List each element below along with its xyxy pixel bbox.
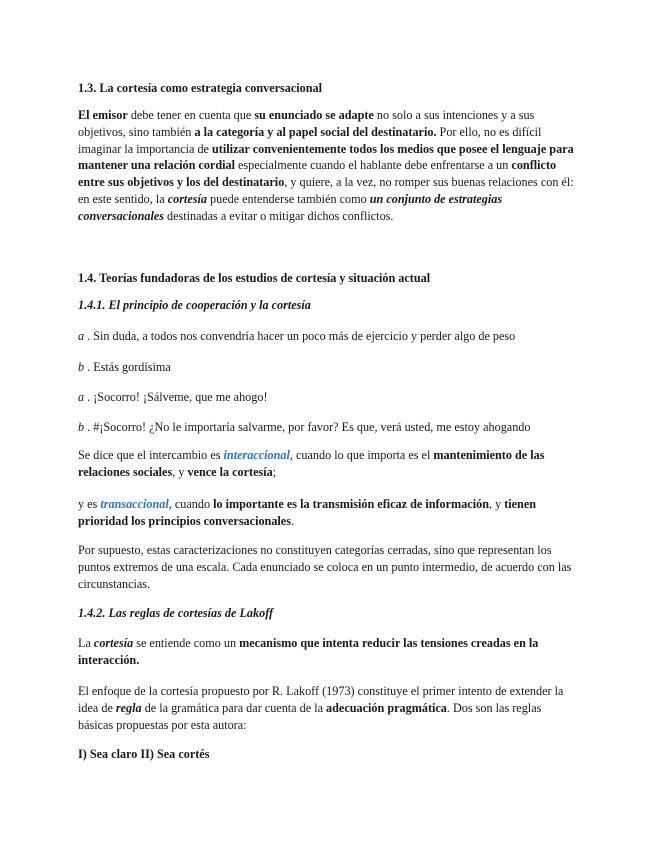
text-run: Se dice que el intercambio es xyxy=(78,448,224,462)
paragraph-emisor xyxy=(78,107,578,225)
emphasis-text: adecuación pragmática xyxy=(326,700,447,715)
example-label: a xyxy=(78,390,85,404)
highlight-term: transaccional xyxy=(100,497,169,511)
text-run: Por supuesto, estas caracterizaciones no constituyen categorías cerradas, sino que representan los puntos extremos de una escala. Cada enunciado se coloca en un punto intermedio, de acuerdo con las circunstancias. xyxy=(78,543,572,591)
text-run: , cuando xyxy=(168,497,214,511)
subheading-1-4-1: 1.4.1. El principio de cooperación y la cortesía xyxy=(78,298,311,312)
emphasis-text: mantenimiento de las relaciones sociales xyxy=(78,448,545,479)
text-run: Por ello, no es difícil imaginar la importancia de xyxy=(78,124,542,156)
highlight-term: interaccional xyxy=(223,448,290,462)
example-3 xyxy=(78,389,578,406)
text-run: . Dos son las reglas básicas propuestas por esta autora: xyxy=(78,700,542,732)
example-label: b xyxy=(78,360,85,374)
example-4 xyxy=(78,419,578,436)
emphasis-text: cortesía xyxy=(93,636,134,650)
text-run: , cuando lo que importa es el xyxy=(289,448,434,462)
example-text: . Sin duda, a todos nos convendría hacer un poco más de ejercicio y perder algo de peso xyxy=(84,329,516,343)
emphasis-text: su enunciado se adapte xyxy=(254,108,374,122)
emphasis-text: un conjunto de estrategias conversacionales xyxy=(78,191,503,223)
example-label: a xyxy=(78,329,85,343)
emphasis-text: vence la cortesía xyxy=(187,464,273,479)
text-run: no solo a sus intenciones y a sus objetivos, sino también xyxy=(78,108,535,139)
example-2 xyxy=(78,359,578,376)
text-run: puede entenderse también como xyxy=(206,191,370,206)
emphasis-text: lo importante es la transmisión eficaz de información xyxy=(213,497,489,511)
rules-line: I) Sea claro II) Sea cortés xyxy=(78,747,210,761)
paragraph-mecanismo xyxy=(78,635,578,669)
text-run: La xyxy=(78,636,94,650)
text-run: se entiende como un xyxy=(133,636,240,650)
example-text: . Estás gordísima xyxy=(84,360,171,374)
text-run: , y xyxy=(488,497,505,511)
text-run: de la gramática para dar cuenta de la xyxy=(141,700,327,715)
example-text: . ¡Socorro! ¡Sálveme, que me ahogo! xyxy=(84,390,268,404)
subheading-1-4-2: 1.4.2. Las reglas de cortesías de Lakoff xyxy=(78,606,274,620)
paragraph-lakoff xyxy=(78,683,578,733)
text-run: . xyxy=(290,513,295,528)
text-run: debe tener en cuenta que xyxy=(127,108,255,122)
text-run: , y quiere, a la vez, no romper sus buenas relaciones con él: en este sentido, la xyxy=(78,175,574,206)
heading-1-3: 1.3. La cortesía como estrategia conversacional xyxy=(78,81,323,95)
example-text: . #¡Socorro! ¿No le importaría salvarme, por favor? Es que, verá usted, me estoy ahogando xyxy=(84,420,531,434)
emphasis-text: cortesía xyxy=(167,191,207,206)
text-run: destinadas a evitar o mitigar dichos conflictos. xyxy=(163,208,394,223)
example-1 xyxy=(78,328,578,345)
emphasis-text: tienen prioridad los principios conversacionales xyxy=(78,497,537,528)
paragraph-escala xyxy=(78,542,578,592)
emphasis-text: El emisor xyxy=(78,108,128,122)
heading-1-4: 1.4. Teorías fundadoras de los estudios de cortesía y situación actual xyxy=(78,271,431,285)
paragraph-transaccional xyxy=(78,496,578,530)
text-run: y es xyxy=(78,497,101,511)
text-run: , y xyxy=(172,464,188,479)
emphasis-text: a la categoría y al papel social del destinatario. xyxy=(194,124,437,139)
emphasis-text: regla xyxy=(115,700,142,715)
text-run: ; xyxy=(272,464,277,479)
paragraph-interaccional xyxy=(78,447,578,481)
text-run: El enfoque de la cortesía propuesto por R. Lakoff (1973) constituye el primer intento de extender la idea de xyxy=(78,684,564,715)
text-run: especialmente cuando el hablante debe enfrentarse a un xyxy=(234,158,512,173)
emphasis-text: utilizar convenientemente todos los medios que posee el lenguaje para mantener una relación cordial xyxy=(78,141,574,173)
emphasis-text: conflicto entre sus objetivos y los del destinatario xyxy=(78,158,557,190)
example-label: b xyxy=(78,420,85,434)
emphasis-text: mecanismo que intenta reducir las tensiones creadas en la interacción. xyxy=(78,636,539,667)
